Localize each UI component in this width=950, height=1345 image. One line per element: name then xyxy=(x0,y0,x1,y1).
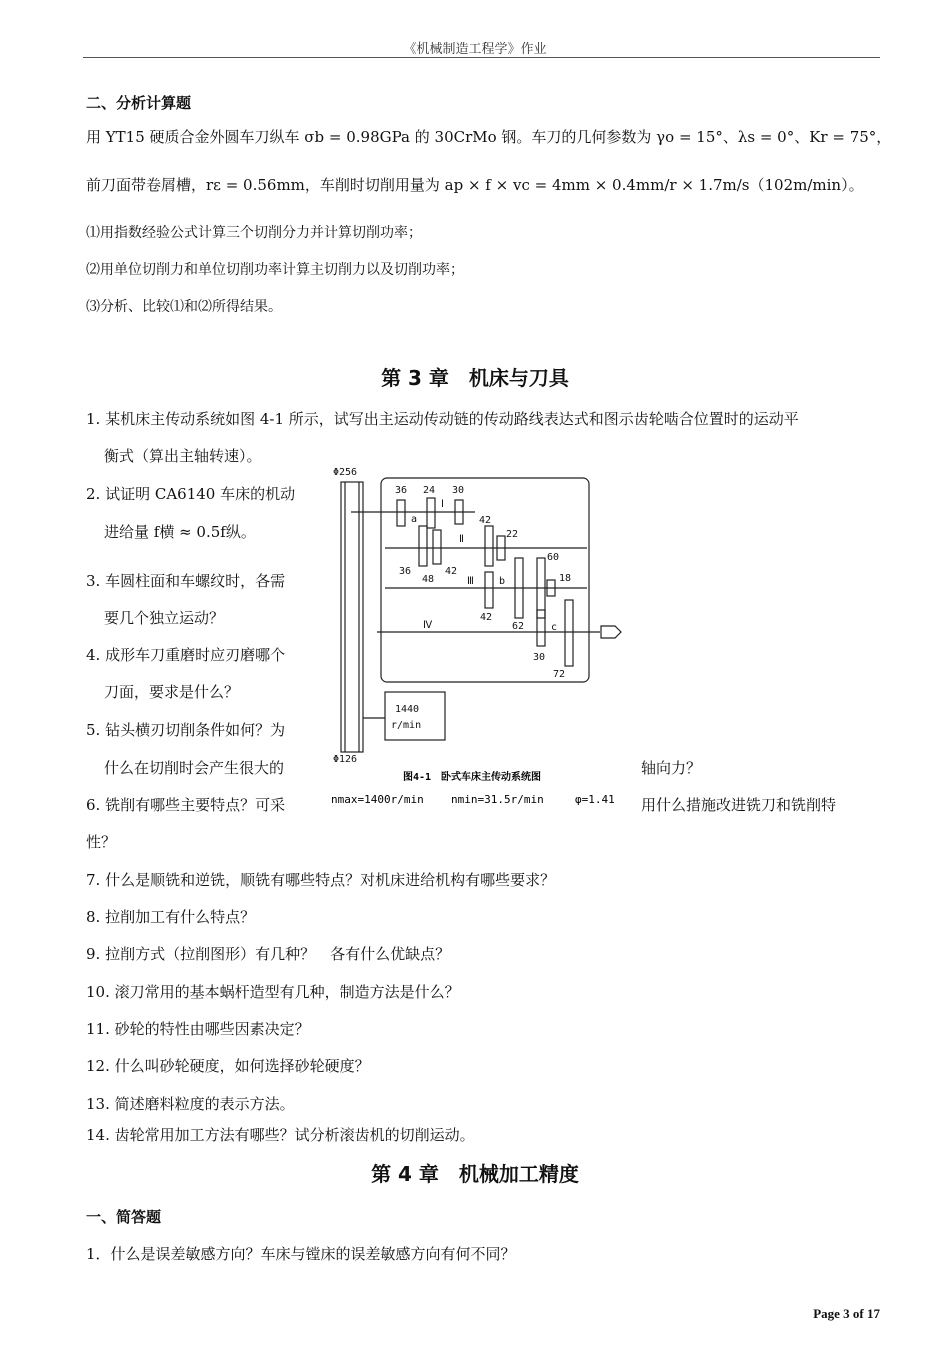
shaft-I-label: Ⅰ xyxy=(441,499,444,510)
svg-text:60: 60 xyxy=(547,552,560,563)
svg-text:48: 48 xyxy=(422,574,435,585)
ch3-q10: 10. 滚刀常用的基本蜗杆造型有几种，制造方法是什么？ xyxy=(86,983,460,1001)
ch3-q4-line2: 刀面，要求是什么？ xyxy=(104,683,240,701)
chapter-4-title: 第 4 章 机械加工精度 xyxy=(371,1162,579,1186)
ch3-q6-line1: 6. 铣削有哪些主要特点？可采 xyxy=(86,796,286,814)
ch3-q1-line2: 衡式（算出主轴转速）。 xyxy=(104,447,262,465)
gear-transmission-diagram xyxy=(325,460,635,815)
ch3-q4-line1: 4. 成形车刀重磨时应刃磨哪个 xyxy=(86,646,286,664)
ch3-q7: 7. 什么是顺铣和逆铣，顺铣有哪些特点？对机床进给机构有哪些要求？ xyxy=(86,871,556,889)
figure-caption: 图4-1 卧式车床主传动系统图 xyxy=(403,772,542,783)
ch3-q11: 11. 砂轮的特性由哪些因素决定？ xyxy=(86,1020,310,1038)
header-rule xyxy=(83,57,880,58)
ch3-q9: 9. 拉削方式（拉削图形）有几种？ 各有什么优缺点？ xyxy=(86,945,451,963)
svg-text:22: 22 xyxy=(506,529,519,540)
ch3-q2-line2: 进给量 f横 ≈ 0.5f纵。 xyxy=(104,523,256,541)
page-header: 《机械制造工程学》作业 xyxy=(403,42,547,57)
phi-label: φ=1.41 xyxy=(575,793,615,806)
problem-line-2: 前刀面带卷屑槽，rε = 0.56mm，车削时切削用量为 ap × f × vc = 4mm × 0.4mm/r × 1.7m/s（102m/min）。 xyxy=(86,176,864,194)
svg-text:30: 30 xyxy=(533,652,546,663)
ch3-q12: 12. 什么叫砂轮硬度，如何选择砂轮硬度？ xyxy=(86,1057,370,1075)
svg-text:b: b xyxy=(499,576,506,587)
ch4-heading: 一、简答题 xyxy=(86,1208,162,1226)
svg-text:42: 42 xyxy=(479,515,492,526)
ch3-q5-line1: 5. 钻头横刃切削条件如何？为 xyxy=(86,721,286,739)
ch3-q1-line1: 1. 某机床主传动系统如图 4-1 所示，试写出主运动传动链的传动路线表达式和图示齿轮啮合位置时的运动平 xyxy=(86,410,799,428)
svg-text:62: 62 xyxy=(512,621,525,632)
section-heading: 二、分析计算题 xyxy=(86,94,192,112)
svg-text:30: 30 xyxy=(452,485,465,496)
ch3-q14: 14. 齿轮常用加工方法有哪些？试分析滚齿机的切削运动。 xyxy=(86,1126,475,1144)
motor-unit-label: r/min xyxy=(391,720,422,731)
pulley-256-label: Φ256 xyxy=(333,467,358,478)
svg-text:42: 42 xyxy=(480,612,493,623)
ch3-q6-line3: 性？ xyxy=(86,833,117,851)
problem-q2: ⑵用单位切削力和单位切削功率计算主切削力以及切削功率； xyxy=(86,262,464,278)
ch3-q5-line3: 轴向力？ xyxy=(641,759,702,777)
page-footer: Page 3 of 17 xyxy=(813,1306,880,1321)
nmax-label: nmax=1400r/min xyxy=(331,793,424,806)
svg-text:24: 24 xyxy=(423,485,436,496)
svg-text:18: 18 xyxy=(559,573,572,584)
problem-line-1: 用 YT15 硬质合金外圆车刀纵车 σb = 0.98GPa 的 30CrMo 钢。车刀的几何参数为 γo = 15°、λs = 0°、Kr = 75°， xyxy=(86,128,892,146)
ch4-q1: 1．什么是误差敏感方向？车床与镗床的误差敏感方向有何不同？ xyxy=(86,1245,516,1263)
ch3-q5-line2: 什么在切削时会产生很大的 xyxy=(104,759,285,777)
motor-speed-label: 1440 xyxy=(395,704,420,715)
pulley-126-label: Φ126 xyxy=(333,754,358,765)
problem-q3: ⑶分析、比较⑴和⑵所得结果。 xyxy=(86,299,282,315)
svg-text:36: 36 xyxy=(395,485,408,496)
ch3-q8: 8. 拉削加工有什么特点？ xyxy=(86,908,256,926)
ch3-q6-line2: 用什么措施改进铣刀和铣削特 xyxy=(641,796,837,814)
svg-text:42: 42 xyxy=(445,566,458,577)
ch3-q3-line1: 3. 车圆柱面和车螺纹时，各需 xyxy=(86,572,286,590)
svg-text:72: 72 xyxy=(553,669,566,680)
shaft-II-label: Ⅱ xyxy=(459,534,464,545)
svg-text:36: 36 xyxy=(399,566,412,577)
problem-q1: ⑴用指数经验公式计算三个切削分力并计算切削功率； xyxy=(86,225,422,241)
ch3-q2-line1: 2. 试证明 CA6140 车床的机动 xyxy=(86,485,296,503)
ch3-q13: 13. 简述磨料粒度的表示方法。 xyxy=(86,1095,295,1113)
svg-text:a: a xyxy=(411,514,418,525)
shaft-IV-label: Ⅳ xyxy=(423,620,433,631)
chapter-3-title: 第 3 章 机床与刀具 xyxy=(381,366,569,390)
svg-text:c: c xyxy=(551,622,558,633)
ch3-q3-line2: 要几个独立运动？ xyxy=(104,609,225,627)
shaft-III-label: Ⅲ xyxy=(467,576,474,587)
nmin-label: nmin=31.5r/min xyxy=(451,793,544,806)
